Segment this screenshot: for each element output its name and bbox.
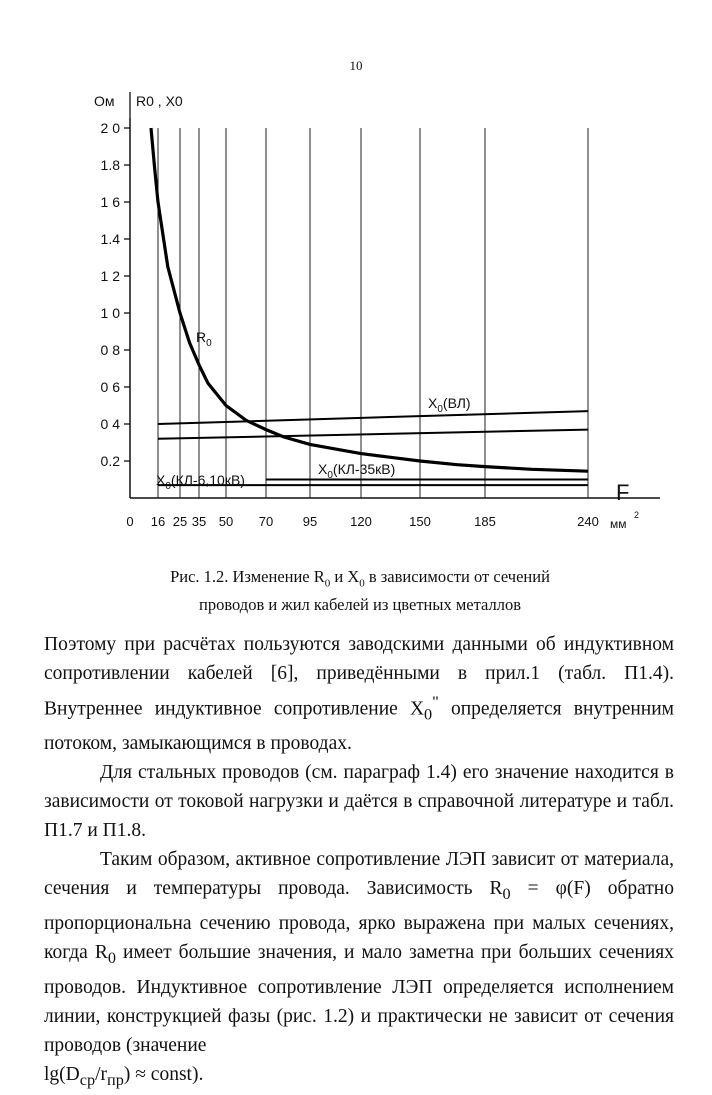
formula-lg-c: ) ≈ const). — [123, 1064, 204, 1086]
x-tick-label-2: 25 — [172, 514, 188, 529]
x-tick-label-10: 240 — [577, 514, 599, 529]
series-label-main-1: X — [428, 395, 438, 411]
series-label-sub-4: 0 — [165, 481, 171, 492]
caption-line1-a: Рис. 1.2. Изменение R — [170, 567, 325, 586]
page-number: 10 — [349, 58, 363, 73]
figure-caption — [80, 566, 640, 616]
y-tick-label-2: 0 6 — [100, 379, 120, 395]
p3-sub-1: 0 — [502, 885, 511, 904]
p1-text-b: определяется внутренним потоком, замыкающимся в проводах. — [44, 698, 675, 755]
series-label-main-4: X — [156, 472, 166, 488]
series-line-2 — [158, 430, 588, 439]
p1-text-a: Поэтому при расчётах пользуются заводскими данными об индуктивном сопротивлении кабелей [6], приведёнными в прил.1 (табл. П1.4). Внутреннее индуктивное сопротивление X — [44, 634, 674, 720]
paragraph-1 — [44, 630, 674, 758]
x-axis-unit-sup: 2 — [634, 510, 640, 520]
x-tick-label-3: 35 — [191, 514, 207, 529]
series-label-1 — [428, 395, 471, 415]
caption-sub-r: 0 — [324, 577, 331, 590]
body-text — [44, 630, 674, 1095]
x-tick-label-5: 70 — [258, 514, 274, 529]
p3-sub-2: 0 — [107, 949, 116, 968]
formula-sub-cp: ср — [79, 1071, 96, 1090]
series-label-tail-1: (ВЛ) — [442, 395, 471, 411]
x-tick-label-4: 50 — [218, 514, 234, 529]
p3-text-c: имеет большие значения, и мало заметна при больших сечениях проводов. Индуктивное сопротивление ЛЭП определяется исполнением линии, конструкцией фазы (рис. 1.2) и практически не зависит от сечения проводов (значение — [44, 942, 675, 1057]
formula-lg-b: /r — [95, 1064, 108, 1086]
caption-sub-x: 0 — [359, 577, 365, 590]
y-tick-label-4: 1 0 — [100, 305, 120, 321]
y-tick-label-0: 0.2 — [100, 453, 120, 469]
x-tick-label-1: 16 — [150, 514, 166, 529]
series-label-tail-4: (КЛ-6,10кВ) — [170, 472, 245, 488]
x-tick-label-9: 185 — [474, 514, 496, 529]
series-label-sub-1: 0 — [437, 404, 443, 415]
caption-line2: проводов и жил кабелей из цветных металлов — [199, 595, 521, 615]
x-tick-label-7: 120 — [350, 514, 372, 529]
y-tick-label-1: 0 4 — [100, 416, 120, 432]
series-line-1 — [158, 411, 588, 424]
series-label-3 — [318, 461, 395, 481]
formula-lg-a: lg(D — [44, 1064, 80, 1086]
paragraph-2: Для стальных проводов (см. параграф 1.4) его значение находится в зависимости от токовой нагрузки и даётся в справочной литературе и табл. П1.7 и П1.8. — [44, 762, 674, 842]
p3-text-a: Таким образом, активное сопротивление ЛЭП зависит от материала, сечения и температуры провода. Зависимость R — [44, 849, 674, 900]
y-tick-label-6: 1.4 — [100, 231, 120, 247]
x-tick-label-8: 150 — [409, 514, 431, 529]
y-tick-label-7: 1 6 — [100, 194, 120, 210]
caption-line1-c: в зависимости от сечений — [364, 567, 550, 586]
x-axis-label: F — [616, 480, 630, 505]
formula-sub-pr: пр — [107, 1071, 124, 1090]
paragraph-3 — [44, 845, 674, 1095]
series-label-sub-0: 0 — [206, 338, 212, 349]
y-tick-label-3: 0 8 — [100, 342, 120, 358]
p1-sub: 0 — [424, 705, 433, 724]
y-axis-unit: Ом — [94, 93, 115, 109]
y-tick-label-9: 2 0 — [100, 120, 120, 136]
caption-line1-b: и X — [330, 567, 360, 586]
y-axis-series-label: R0 , X0 — [136, 93, 183, 109]
series-label-main-0: R — [196, 329, 207, 345]
p1-sup: " — [432, 693, 439, 711]
series-label-sub-3: 0 — [327, 470, 333, 481]
formula-lg — [44, 1064, 204, 1090]
series-label-main-3: X — [318, 461, 328, 477]
y-tick-label-5: 1 2 — [100, 268, 120, 284]
series-label-tail-3: (КЛ-35кВ) — [332, 461, 396, 477]
p3-text-b: = φ(F) обратно пропорциональна сечению провода, ярко выражена при малых сечениях, когда R — [44, 878, 674, 964]
x-axis-unit: мм — [610, 517, 627, 531]
series-label-0 — [196, 329, 212, 349]
x-tick-label-0: 0 — [126, 514, 134, 529]
series-line-0 — [151, 128, 588, 471]
series-label-4 — [156, 472, 245, 492]
x-tick-label-6: 95 — [302, 514, 318, 529]
y-tick-label-8: 1.8 — [100, 157, 120, 173]
